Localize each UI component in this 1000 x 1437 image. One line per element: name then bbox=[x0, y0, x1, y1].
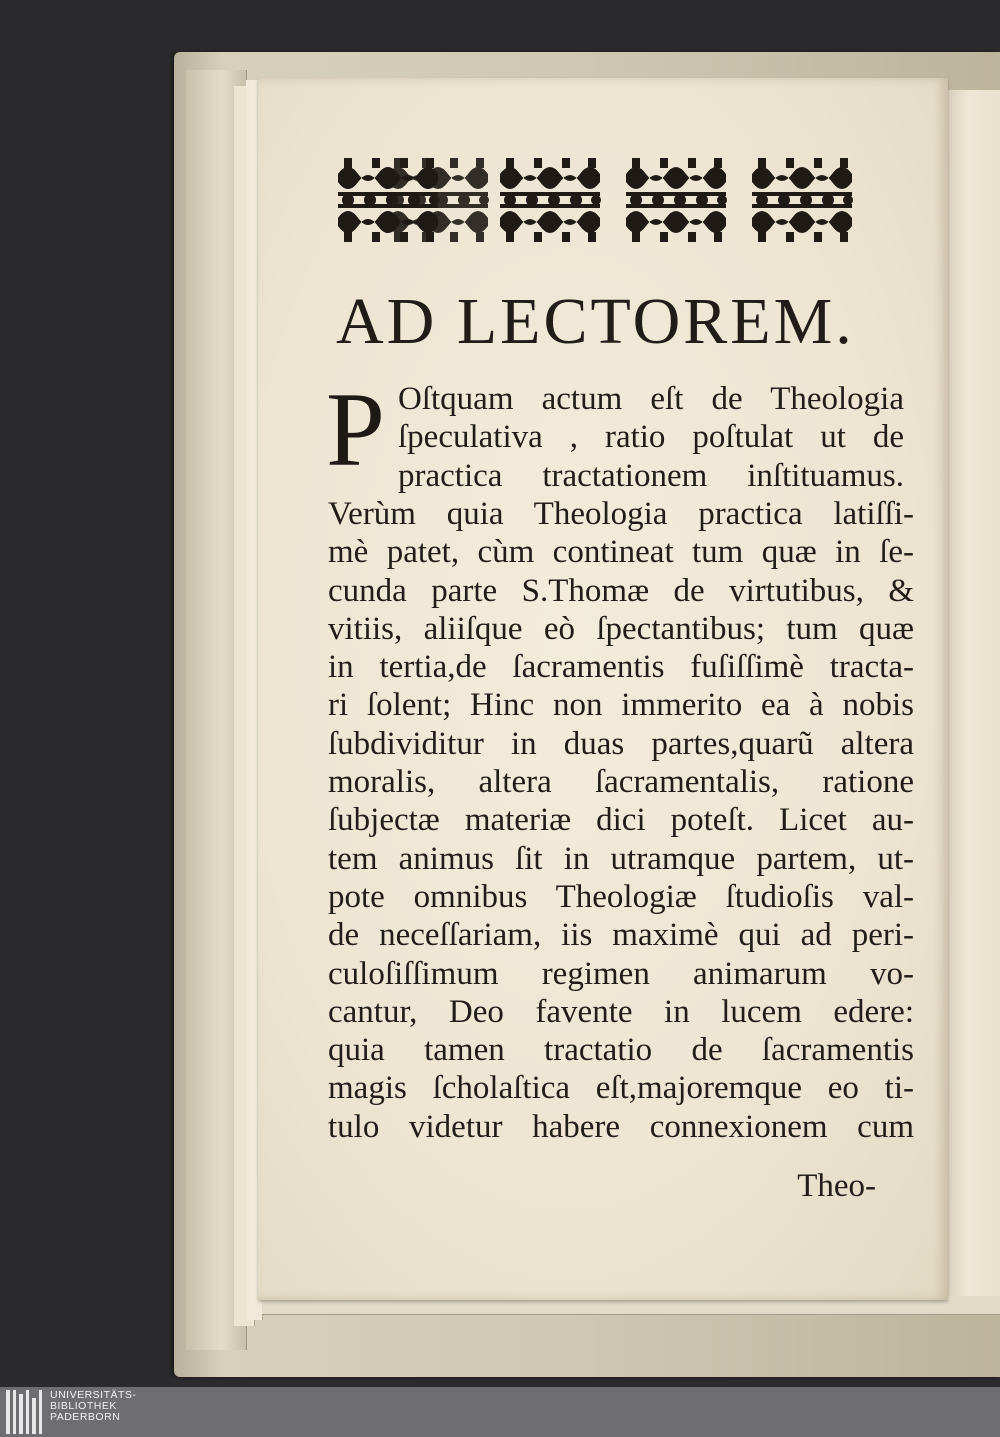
text-line: de neceſſariam, iis maximè qui ad peri- bbox=[328, 917, 914, 954]
text-line: tulo videtur habere connexionem cum bbox=[328, 1108, 914, 1145]
text-line: quia tamen tractatio de ſacramentis bbox=[328, 1032, 914, 1069]
text-line: pote omnibus Theologiæ ſtudioſis val- bbox=[328, 878, 914, 915]
text-line: culoſiſſimum regimen animarum vo- bbox=[328, 955, 914, 992]
text-line: cantur, Deo favente in lucem edere: bbox=[328, 993, 914, 1030]
text-line: ſubjectæ materiæ dici poteſt. Licet au- bbox=[328, 802, 914, 839]
indented-text-block bbox=[398, 380, 904, 495]
facing-page-edge bbox=[946, 90, 1000, 1300]
text-line: practica tractationem inſtituamus. bbox=[398, 457, 904, 494]
text-line: moralis, altera ſacramentalis, ratione bbox=[328, 764, 914, 801]
drop-cap: P bbox=[326, 371, 385, 488]
text-line: tem animus ſit in utramque partem, ut- bbox=[328, 840, 914, 877]
text-line: magis ſcholaſtica eſt,majoremque eo ti- bbox=[328, 1070, 914, 1107]
text-line: in tertia,de ſacramentis fuſiſſimè tracta- bbox=[328, 649, 914, 686]
text-line: ſubdividitur in duas partes,quarũ altera bbox=[328, 725, 914, 762]
page-title: AD LECTOREM. bbox=[336, 285, 855, 358]
ornament-band bbox=[332, 156, 890, 244]
body-text-block bbox=[328, 495, 914, 1146]
text-line: mè patet, cùm contineat tum quæ in ſe- bbox=[328, 534, 914, 571]
ornament-icon bbox=[332, 156, 890, 244]
text-line: vitiis, aliiſque eò ſpectantibus; tum quæ bbox=[328, 610, 914, 647]
catchword: Theo- bbox=[797, 1168, 876, 1204]
text-line: cunda parte S.Thomæ de virtutibus, & bbox=[328, 572, 914, 609]
text-line: ſpeculativa , ratio poſtulat ut de bbox=[398, 419, 904, 456]
library-name-line: PADERBORN bbox=[50, 1411, 121, 1423]
text-line: Verùm quia Theologia practica latiſſi- bbox=[328, 496, 914, 532]
text-line: ri ſolent; Hinc non immerito ea à nobis bbox=[328, 687, 914, 724]
text-line: Oſtquam actum eſt de Theologia bbox=[398, 381, 904, 417]
library-logo-icon bbox=[6, 1390, 42, 1434]
library-name-line: UNIVERSITÄTS- bbox=[50, 1389, 137, 1401]
library-name-line: BIBLIOTHEK bbox=[50, 1400, 117, 1412]
footer-bar bbox=[0, 1387, 1000, 1437]
library-name bbox=[50, 1390, 136, 1423]
